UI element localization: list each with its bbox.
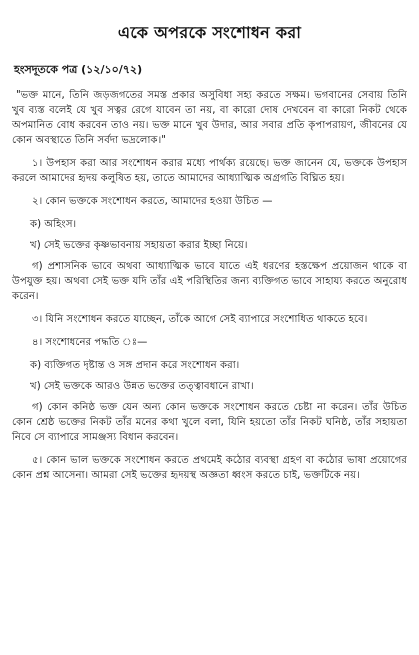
quote-paragraph: "ভক্ত মানে, তিনি জড়জগতের সমস্ত প্রকার অসুবিধা সহ্য করতে সক্ষম। ভগবানের সেবায় তিনি খুব ব্যস্ত বলেই যে খুব সত্বর রেগে যাবেন তা নয়, বা কারো দোষ দেখবেন বা কারো নিকট থেকে অপমানিত বোধ করবেন তাও নয়। ভক্ত মানে খুব উদার, আর সবার প্রতি কৃপাপরায়ণ, জীবনের যে কোন অবস্থাতে তিনি সর্বদা ভদ্রলোক।" [12,90,407,146]
page-title: একে অপরকে সংশোধন করা [117,23,302,42]
point-4a: ক) ব্যক্তিগত দৃষ্টান্ত ও সঙ্গ প্রদান করে সংশোধন করা। [30,360,240,371]
point-4c: গ) কোন কনিষ্ঠ ভক্ত যেন অন্য কোন ভক্তকে সংশোধন করতে চেষ্টা না করেন। তাঁর উচিত কোন শ্রেষ্ঠ ভক্তের নিকট তাঁর মনের কথা খুলে বলা, যিনি হয়তো তাঁর নিকট ঘনিষ্ঠ, তাঁর সহায়তা নিবে সে ব্যাপারে সামঞ্জস্য বিধান করবেন। [12,402,407,443]
letter-reference: হংসদূতকে পত্র (১২/১০/৭২) [14,63,143,76]
point-2a: ক) অহিংস। [30,219,77,230]
point-1: ১। উপহাস করা আর সংশোধন করার মধ্যে পার্থক্য রয়েছে। ভক্ত জানেন যে, ভক্তকে উপহাস করলে আমাদের হৃদয় কলুষিত হয়, তাতে আমাদের আধ্যাত্মিক অগ্রগতি বিঘ্নিত হয়। [12,158,407,184]
point-2: ২। কোন ভক্তকে সংশোধন করতে, আমাদের হওয়া উচিত — [32,196,273,207]
point-4b: খ) সেই ভক্তকে আরও উন্নত ভক্তের তত্ত্বাবধানে রাখা। [30,381,254,392]
point-3: ৩। যিনি সংশোধন করতে যাচ্ছেন, তাঁকে আগে সেই ব্যাপারে সংশোধিত থাকতে হবে। [32,314,368,325]
point-5: ৫। কোন ভাল ভক্তকে সংশোধন করতে প্রথমেই কঠোর ব্যবস্থা গ্রহণ বা কঠোর ভাষা প্রয়োগের কোন প্রশ্ন আসেনা। আমরা সেই ভক্তের হৃদয়স্থ অজ্ঞতা ধ্বংস করতে চাই, ভক্তটিকে নয়। [12,455,407,481]
point-2c: গ) প্রশাসনিক ভাবে অথবা আধ্যাত্মিক ভাবে যাতে এই ধরণের হস্তক্ষেপ প্রয়োজন থাকে বা উপযুক্ত হয়। অথবা সেই ভক্ত যদি তাঁর এই পরিস্থিতির জন্য ব্যক্তিগত ভাবে সাহায্য করতে অনুরোধ করেন। [12,261,407,302]
point-4: ৪। সংশোধনের পদ্ধতি ঃ— [32,337,148,348]
point-2b: খ) সেই ভক্তের কৃষ্ণভাবনায় সহায়তা করার ইচ্ছা নিয়ে। [30,240,248,251]
